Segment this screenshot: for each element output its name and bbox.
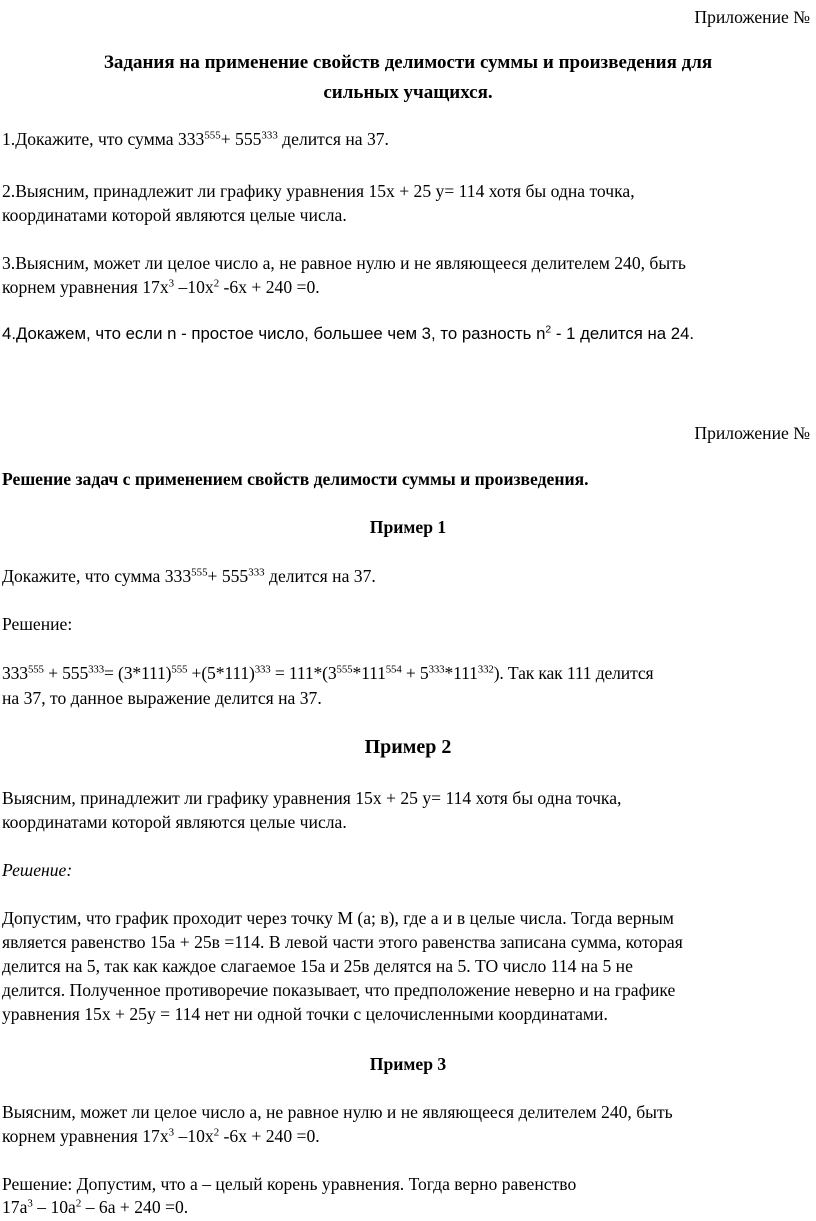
example-2-heading: Пример 2 bbox=[364, 736, 452, 758]
example-2-solution-line1: Допустим, что график проходит через точку М (а; в), где а и в целые числа. Тогда верным bbox=[2, 908, 674, 928]
example-2-solution-label: Решение: bbox=[2, 860, 73, 880]
example-1-heading: Пример 1 bbox=[369, 517, 447, 537]
task-3-line1: 3.Выясним, может ли целое число a, не равное нулю и не являющееся делителем 240, быть bbox=[2, 253, 686, 273]
task-3-line2: корнем уравнения $17x^3$ $-10x^2$ -6x + 240 =0. bbox=[2, 277, 320, 297]
example-3-statement-line2: корнем уравнения $17x^3$ $-10x^2$ -6x + 240 =0. bbox=[2, 1126, 320, 1146]
example-3-solution-line2: $17a^3 - 10a^2 - 6a + 240 =0$. bbox=[2, 1197, 189, 1217]
example-2-solution-line2: является равенство 15а + 25в =114. В левой части этого равенства записана сумма, которая bbox=[2, 932, 683, 952]
example-3-solution-line1: Решение: Допустим, что а – целый корень уравнения. Тогда верно равенство bbox=[2, 1174, 577, 1194]
tasks-title-line1: Задания на применение свойств делимости суммы и произведения для bbox=[103, 52, 713, 73]
example-1-calculation-line2: на 37, то данное выражение делится на 37. bbox=[2, 688, 322, 708]
task-2-line2: координатами которой являются целые числа. bbox=[2, 205, 347, 225]
example-1-statement: Докажите, что сумма $333^{555}+ 555^{333}$ делится на 37. bbox=[2, 566, 376, 586]
example-1-solution-label: Решение: bbox=[2, 614, 73, 634]
task-4: 4.Докажем, что если n - простое число, большее чем 3, то разность $n^2 - 1$ делится на 24. bbox=[2, 324, 695, 343]
tasks-title-line2: сильных учащихся. bbox=[323, 82, 493, 103]
task-1: 1.Докажите, что сумма $333^{555}+ 555^{333}$ делится на 37. bbox=[2, 129, 389, 149]
example-1-calculation: $333^{555} + 555^{333}= (3*111)^{555} +(5*111)^{333} = 111*(3^{555}*111^{554} + 5^{333}*111^{332})$. Так как 111 делится bbox=[2, 663, 654, 683]
example-2-statement-line1: Выясним, принадлежит ли графику уравнения 15x + 25 y= 114 хотя бы одна точка, bbox=[2, 788, 622, 808]
example-2-solution-line3: делится на 5, так как каждое слагаемое 15а и 25в делятся на 5. ТО число 114 на 5 не bbox=[2, 956, 633, 976]
solutions-title: Решение задач с применением свойств делимости суммы и произведения. bbox=[2, 469, 589, 489]
task-2-line1: 2.Выясним, принадлежит ли графику уравнения 15x + 25 y= 114 хотя бы одна точка, bbox=[2, 181, 635, 201]
example-2-solution-line5: уравнения 15х + 25у = 114 нет ни одной точки с целочисленными координатами. bbox=[2, 1004, 608, 1024]
example-3-heading: Пример 3 bbox=[369, 1054, 447, 1074]
example-3-statement-line1: Выясним, может ли целое число a, не равное нулю и не являющееся делителем 240, быть bbox=[2, 1102, 673, 1122]
appendix2-label: Приложение № bbox=[694, 423, 810, 443]
example-2-solution-line4: делится. Полученное противоречие показывает, что предположение неверно и на графике bbox=[2, 980, 676, 1000]
appendix-label: Приложение № bbox=[694, 7, 810, 27]
example-2-statement-line2: координатами которой являются целые числа. bbox=[2, 812, 347, 832]
